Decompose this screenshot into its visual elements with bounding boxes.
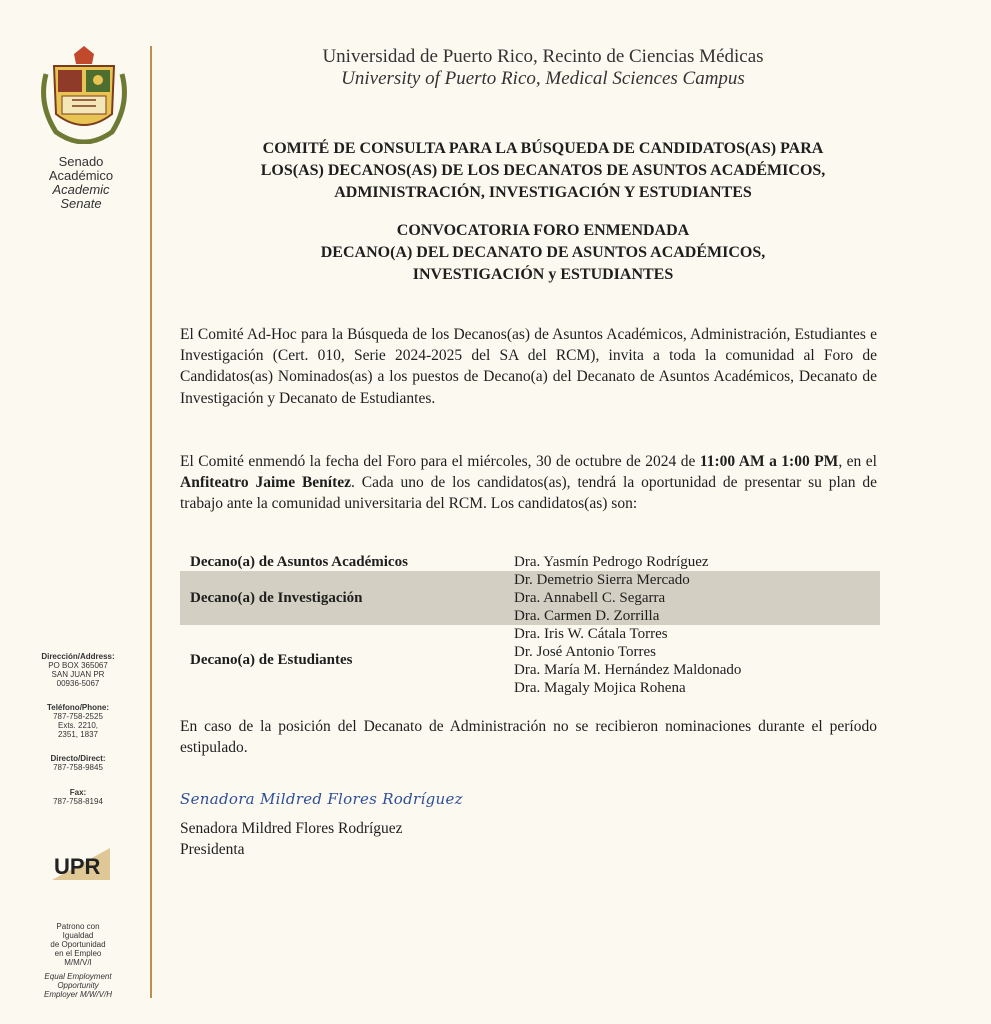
- fax-block: Fax: 787-758-8194: [53, 788, 103, 806]
- university-header: [180, 46, 906, 90]
- university-seal-icon: [36, 44, 132, 144]
- intro-paragraph: El Comité Ad-Hoc para la Búsqueda de los Decanos(as) de Asuntos Académicos, Administración, Estudiantes e Investigación (Cert. 010, Serie 2024-2025 del SA del RCM), invita a toda la comunidad al Foro de Candidatos(as) Nominados(as) a los puestos de Decano(a) del Decanato de Asuntos Académicos, Decanato de Investigación y Decanato de Estudiantes.: [180, 326, 877, 407]
- forum-venue: Anfiteatro Jaime Benítez: [180, 474, 352, 492]
- candidate-name: Dra. Magaly Mojica Rohena: [514, 680, 686, 696]
- handwritten-signature: Senadora Mildred Flores Rodríguez: [180, 790, 463, 808]
- university-name-es: Universidad de Puerto Rico, Recinto de Ciencias Médicas: [322, 46, 764, 67]
- forum-time: 11:00 AM a 1:00 PM: [699, 453, 839, 470]
- candidate-roster: [180, 553, 880, 697]
- signatory-block: [180, 818, 403, 860]
- candidate-name: Dra. María M. Hernández Maldonado: [514, 662, 742, 678]
- university-name-en: University of Puerto Rico, Medical Sciences Campus: [341, 68, 745, 89]
- signatory-title: Presidenta: [180, 841, 245, 858]
- candidate-name: Dr. Demetrio Sierra Mercado: [514, 572, 690, 588]
- direct-phone-block: Directo/Direct: 787-758-9845: [50, 754, 106, 772]
- position-label: Decano(a) de Asuntos Académicos: [190, 554, 408, 570]
- candidate-name: Dra. Annabell C. Segarra: [514, 590, 666, 606]
- address-block: Dirección/Address: PO BOX 365067 SAN JUAN PR 00936-5067: [41, 652, 115, 688]
- candidate-name: Dra. Iris W. Cátala Torres: [514, 626, 668, 642]
- administration-note: En caso de la posición del Decanato de Administración no se recibieron nominaciones durante el período estipulado.: [180, 718, 877, 757]
- candidate-name: Dra. Carmen D. Zorrilla: [514, 608, 660, 624]
- signatory-name: Senadora Mildred Flores Rodríguez: [180, 820, 403, 837]
- position-label: Decano(a) de Investigación: [190, 590, 363, 606]
- candidate-name: Dr. José Antonio Torres: [514, 644, 657, 660]
- sidebar-divider: [150, 46, 152, 998]
- candidate-name: Dra. Yasmín Pedrogo Rodríguez: [514, 554, 709, 570]
- roster-row: [180, 571, 880, 625]
- position-label: Decano(a) de Estudiantes: [190, 652, 353, 668]
- sidebar: [0, 0, 150, 1024]
- committee-title: COMITÉ DE CONSULTA PARA LA BÚSQUEDA DE CANDIDATOS(AS) PARA LOS(AS) DECANOS(AS) DE LOS DECANATOS DE ASUNTOS ACADÉMICOS, ADMINISTRACIÓN, INVESTIGACIÓN Y ESTUDIANTES: [260, 140, 826, 201]
- upr-logo-icon: [50, 846, 112, 882]
- academic-senate-label: Senado Académico Academic Senate: [48, 154, 114, 211]
- phone-block: Teléfono/Phone: 787-758-2525 Exts. 2210, 2351, 1837: [46, 703, 110, 739]
- equal-opportunity-notice: Patrono con Igualdad de Oportunidad en el Empleo M/M/V/I Equal Employment Opportunity Employer M/W/V/H: [43, 922, 112, 999]
- notice-title: CONVOCATORIA FORO ENMENDADA DECANO(A) DEL DECANATO DE ASUNTOS ACADÉMICOS, INVESTIGACIÓN y ESTUDIANTES: [320, 222, 766, 283]
- roster-row: [180, 625, 880, 697]
- forum-date-paragraph: El Comité enmendó la fecha del Foro para el miércoles, 30 de octubre de 2024 de 11:00 AM a 1:00 PM, en el Anfiteatro Jaime Benítez. Cada uno de los candidatos(as), tendrá la oportunidad de presentar su plan de trabajo ante la comunidad universitaria del RCM. Los candidatos(as) son:: [180, 453, 877, 513]
- svg-text:UPR: UPR: [54, 854, 101, 879]
- roster-row: [180, 553, 880, 571]
